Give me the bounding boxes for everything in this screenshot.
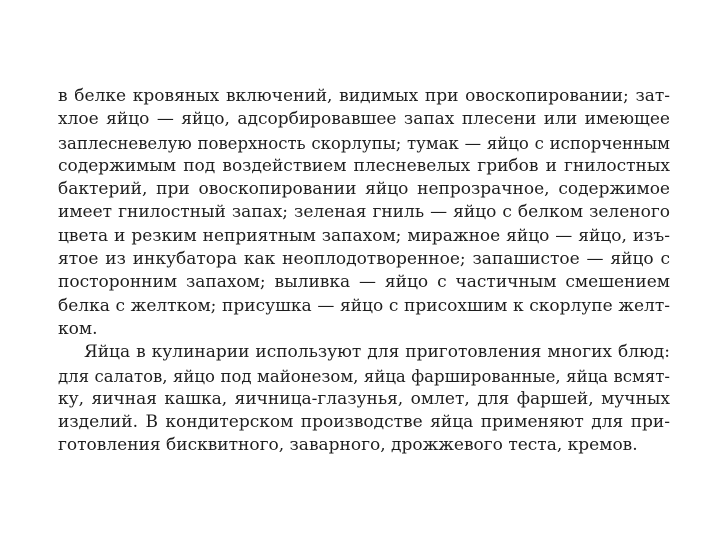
document-text xyxy=(58,85,670,458)
text-line: белка с желтком; присушка — яйцо с присохшим к скорлупе желт- xyxy=(58,295,670,316)
text-line: Яйца в кулинарии используют для приготовления многих блюд: xyxy=(84,342,670,363)
text-line: цвета и резким неприятным запахом; миражное яйцо — яйцо, изъ- xyxy=(58,225,670,246)
text-line: бактерий, при овоскопировании яйцо непрозрачное, содержимое xyxy=(58,179,670,200)
text-line: ком. xyxy=(58,318,98,339)
text-line: для салатов, яйцо под майонезом, яйца фаршированные, яйца всмят- xyxy=(58,366,670,386)
text-line: изделий. В кондитерском производстве яйца применяют для при- xyxy=(58,412,670,433)
text-line: хлое яйцо — яйцо, адсорбировавшее запах плесени или имеющее xyxy=(58,109,670,130)
paragraph-1 xyxy=(58,85,670,341)
paragraph-2 xyxy=(58,341,670,457)
text-line: ку, яичная кашка, яичница-глазунья, омлет, для фаршей, мучных xyxy=(58,388,670,409)
text-line: посторонним запахом; выливка — яйцо с частичным смешением xyxy=(58,272,670,293)
text-line: готовления бисквитного, заварного, дрожжевого теста, кремов. xyxy=(58,435,638,456)
text-line: заплесневелую поверхность скорлупы; тумак — яйцо с испорченным xyxy=(58,133,670,153)
text-line: имеет гнилостный запах; зеленая гниль — яйцо с белком зеленого xyxy=(58,202,670,223)
text-line: содержимым под воздействием плесневелых грибов и гнилостных xyxy=(58,155,670,176)
text-line: в белке кровяных включений, видимых при овоскопировании; зат- xyxy=(58,86,670,106)
text-line: ятое из инкубатора как неоплодотворенное; запашистое — яйцо с xyxy=(58,249,670,270)
